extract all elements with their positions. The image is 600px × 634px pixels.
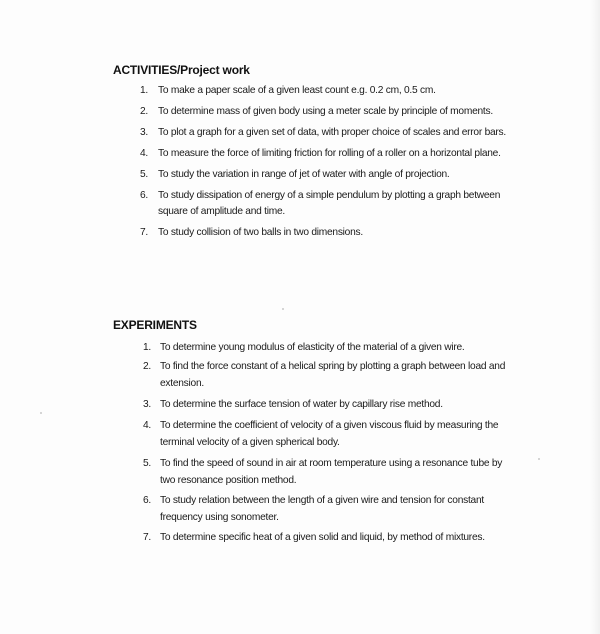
item-number: 4. — [140, 148, 148, 159]
scan-speck — [40, 412, 42, 414]
item-text: To study the variation in range of jet of water with angle of projection. — [158, 169, 450, 180]
activities-heading: ACTIVITIES/Project work — [113, 63, 250, 77]
item-number: 6. — [140, 190, 148, 201]
scan-speck — [538, 458, 540, 460]
item-number: 5. — [143, 458, 151, 469]
item-text: To plot a graph for a given set of data, with proper choice of scales and error bars. — [158, 127, 506, 138]
item-text-continued: square of amplitude and time. — [158, 206, 285, 217]
item-text: To determine specific heat of a given solid and liquid, by method of mixtures. — [160, 532, 485, 543]
item-number: 2. — [140, 106, 148, 117]
item-number: 4. — [143, 420, 151, 431]
item-text-continued: extension. — [160, 378, 204, 389]
item-text: To determine mass of given body using a meter scale by principle of moments. — [158, 106, 493, 117]
item-text: To study relation between the length of a given wire and tension for constant — [160, 495, 484, 506]
item-number: 1. — [140, 85, 148, 96]
item-text: To study dissipation of energy of a simple pendulum by plotting a graph between — [158, 190, 501, 201]
item-text: To find the force constant of a helical spring by plotting a graph between load and — [160, 361, 506, 372]
item-text: To make a paper scale of a given least count e.g. 0.2 cm, 0.5 cm. — [158, 85, 436, 96]
item-text-continued: two resonance position method. — [160, 475, 297, 486]
item-number: 7. — [143, 532, 151, 543]
experiments-heading: EXPERIMENTS — [113, 318, 197, 332]
item-number: 1. — [143, 342, 151, 353]
scan-speck — [282, 308, 284, 310]
item-text: To measure the force of limiting friction for rolling of a roller on a horizontal plane. — [158, 148, 501, 159]
item-text-continued: terminal velocity of a given spherical body. — [160, 437, 340, 448]
item-text: To study collision of two balls in two dimensions. — [158, 227, 363, 238]
item-text-continued: frequency using sonometer. — [160, 512, 279, 523]
item-number: 5. — [140, 169, 148, 180]
item-number: 3. — [143, 399, 151, 410]
page-edge-shadow — [590, 0, 600, 634]
item-text: To determine the coefficient of velocity of a given viscous fluid by measuring the — [160, 420, 499, 431]
item-text: To find the speed of sound in air at room temperature using a resonance tube by — [160, 458, 503, 469]
item-number: 3. — [140, 127, 148, 138]
item-number: 2. — [143, 361, 151, 372]
item-number: 7. — [140, 227, 148, 238]
item-text: To determine the surface tension of water by capillary rise method. — [160, 399, 443, 410]
item-number: 6. — [143, 495, 151, 506]
item-text: To determine young modulus of elasticity of the material of a given wire. — [160, 342, 465, 353]
